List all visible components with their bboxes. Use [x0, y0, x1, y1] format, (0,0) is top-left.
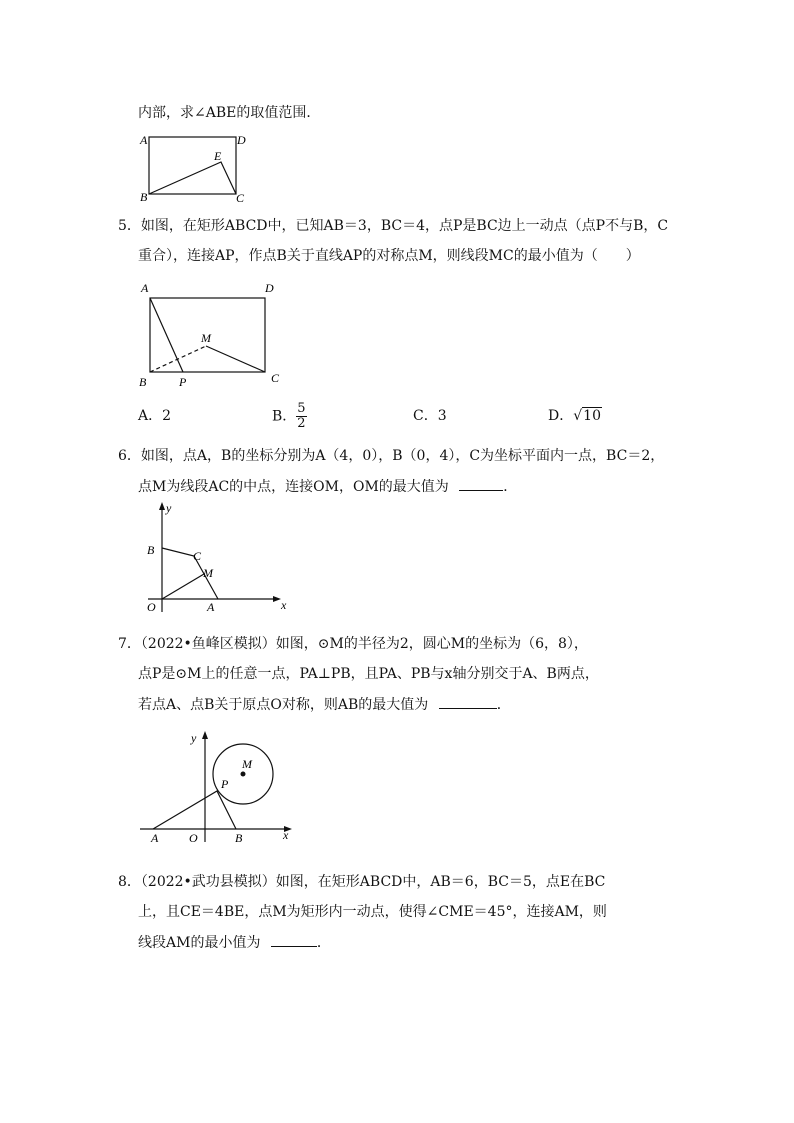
q8-line3-text: 线段AM的最小值为	[138, 935, 261, 951]
q8-line2: 上，且CE＝4BE，点M为矩形内一动点，使得∠CME＝45°，连接AM，则	[138, 904, 607, 920]
q8-line3	[138, 932, 331, 953]
q5-option-b-numerator: 5	[297, 401, 306, 416]
q4-figure	[136, 128, 256, 206]
q6-label-y: y	[166, 501, 172, 515]
q5-label-b: B	[139, 375, 147, 389]
q5-segment-ap	[150, 298, 183, 372]
q7-center-m	[241, 772, 246, 777]
q4-label-b: B	[140, 190, 148, 204]
q4-label-a: A	[140, 133, 148, 147]
q8-line3-end: ．	[316, 935, 331, 951]
q6-label-o: O	[147, 600, 156, 614]
q5-line2: 重合），连接AP，作点B关于直线AP的对称点M，则线段MC的最小值为（ ）	[138, 248, 640, 264]
q6-y-arrow	[159, 502, 165, 510]
q7-answer-blank[interactable]	[439, 694, 497, 709]
q5-line1	[118, 216, 668, 236]
q6-x-arrow	[273, 596, 281, 602]
q4-text-line: 内部，求∠ABE的取值范围．	[138, 105, 321, 121]
q5-label-a: A	[141, 281, 149, 295]
q5-segment-bm	[150, 346, 206, 372]
q6-line1-text: 如图，点A，B的坐标分别为A（4，0），B（0，4），C为坐标平面内一点，BC＝2，	[140, 448, 665, 464]
q5-label-m: M	[201, 331, 211, 345]
q5-option-b-label: B．	[272, 408, 297, 425]
q5-segment-mc	[206, 346, 265, 372]
q6-line2-end: ．	[503, 479, 518, 495]
q5-option-a-value: 2	[162, 408, 172, 424]
q7-label-b: B	[235, 831, 243, 845]
q7-line1-text: （2022•鱼峰区模拟）如图，⊙M的半径为2，圆心M的坐标为（6，8），	[140, 636, 588, 652]
q7-y-arrow	[202, 731, 208, 739]
q5-option-a-label: A．	[138, 408, 163, 424]
q7-line3-end: ．	[496, 697, 511, 713]
q5-option-c-value: 3	[437, 408, 447, 424]
q7-label-p: P	[221, 777, 229, 791]
q5-option-a	[138, 406, 171, 426]
q4-label-e: E	[214, 149, 222, 163]
q5-label-p: P	[179, 375, 187, 389]
q6-figure	[140, 500, 300, 618]
q6-label-x: x	[281, 598, 287, 612]
q5-number: 5．	[118, 218, 141, 234]
q5-label-d: D	[265, 281, 274, 295]
q5-figure	[136, 279, 288, 391]
q7-line3	[138, 694, 511, 715]
q6-label-m: M	[203, 566, 213, 580]
q5-option-b	[272, 402, 307, 431]
q5-option-c-label: C．	[413, 408, 438, 424]
q8-line1-text: （2022•武功县模拟）如图，在矩形ABCD中，AB＝6，BC＝5，点E在BC	[140, 874, 606, 890]
q7-label-x: x	[283, 828, 289, 842]
q5-option-d-label: D．	[548, 408, 574, 424]
q6-line2	[138, 476, 517, 497]
q7-line1	[118, 634, 588, 654]
q7-label-m: M	[242, 757, 252, 771]
q6-line2-text: 点M为线段AC的中点，连接OM，OM的最大值为	[138, 479, 449, 495]
q7-label-o: O	[189, 831, 198, 845]
q7-label-a: A	[151, 831, 159, 845]
q4-label-c: C	[236, 191, 245, 205]
q5-option-d	[548, 406, 602, 426]
q6-label-b: B	[147, 543, 155, 557]
q8-answer-blank[interactable]	[271, 932, 317, 947]
q5-option-d-sqrt-sign: √	[573, 408, 583, 424]
q4-segments	[149, 162, 236, 194]
q7-label-y: y	[191, 731, 197, 745]
q5-option-b-fraction	[296, 402, 306, 431]
q6-label-a: A	[207, 600, 215, 614]
q7-figure	[137, 728, 297, 846]
q5-option-d-sqrt	[573, 406, 602, 426]
q6-answer-blank[interactable]	[459, 476, 503, 491]
q6-label-c: C	[193, 549, 202, 563]
q8-number: 8．	[118, 874, 141, 890]
q5-label-c: C	[271, 371, 280, 385]
q4-label-d: D	[237, 133, 246, 147]
q5-option-d-radicand: 10	[583, 408, 601, 424]
q7-number: 7．	[118, 636, 141, 652]
q5-option-c	[413, 406, 447, 426]
q6-line1	[118, 446, 664, 466]
q6-number: 6．	[118, 448, 141, 464]
q7-line2: 点P是⊙M上的任意一点，PA⊥PB，且PA、PB与x轴分别交于A、B两点，	[138, 666, 599, 682]
q5-option-b-denominator: 2	[297, 416, 306, 431]
q7-line3-text: 若点A、点B关于原点O对称，则AB的最大值为	[138, 697, 429, 713]
q8-line1	[118, 872, 605, 892]
q6-segment-om	[162, 574, 204, 599]
q5-line1-text: 如图，在矩形ABCD中，已知AB＝3，BC＝4，点P是BC边上一动点（点P不与B，C	[140, 218, 669, 234]
